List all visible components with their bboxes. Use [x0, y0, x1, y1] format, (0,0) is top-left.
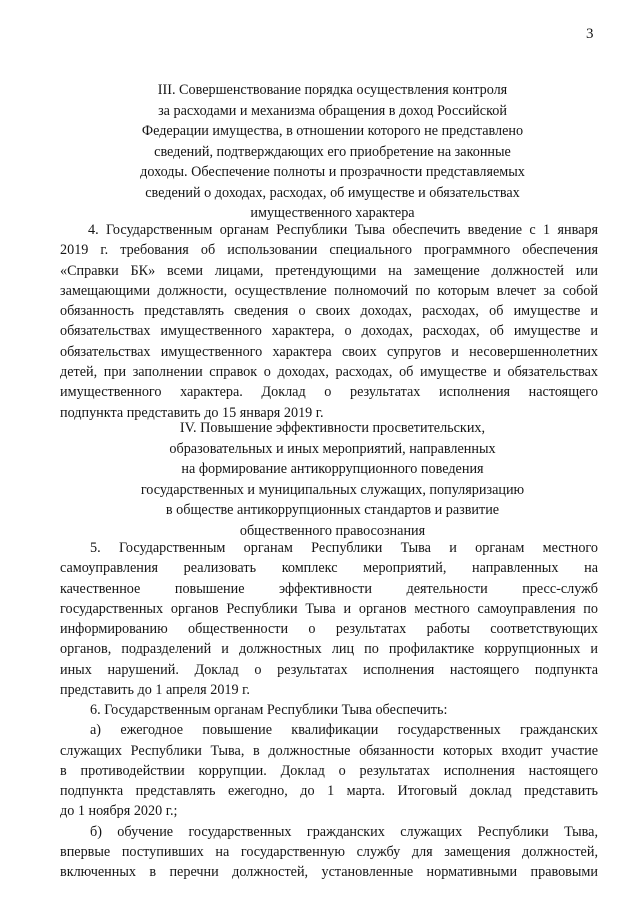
- text-line: до 1 ноября 2020 г.;: [60, 803, 178, 820]
- text-line: самоуправления реализовать комплекс мероприятий, направленных на: [60, 560, 598, 577]
- heading-line: сведений, подтверждающих его приобретение на законные: [154, 143, 511, 160]
- text-line: обязательствах имущественного характера, о доходах, расходах, об имуществе и: [60, 323, 598, 340]
- text-line: б) обучение государственных гражданских служащих Республики Тыва,: [90, 823, 598, 840]
- heading-line: в обществе антикоррупционных стандартов и развитие: [165, 502, 500, 518]
- heading-line: Федерации имущества, в отношении которого не представлено: [141, 123, 524, 139]
- text-line: государственных органов Республики Тыва и органов местного самоуправления по: [60, 600, 598, 617]
- text-line: служащих Республики Тыва, в должностные обязанности которых входит участие: [60, 742, 598, 759]
- text-line: «Справки БК» всеми лицами, претендующими на замещение должностей или: [60, 262, 598, 279]
- text-line: информированию общественности о результатах работы соответствующих: [60, 621, 598, 638]
- text-line: 4. Государственным органам Республики Тыва обеспечить введение с 1 января: [88, 222, 598, 238]
- text-line: в противодействии коррупции. Доклад о результатах исполнения настоящего: [60, 762, 598, 779]
- heading-line: за расходами и механизма обращения в доход Российской: [158, 102, 507, 119]
- item-5-paragraph: [60, 538, 598, 700]
- text-line: подпункта представлять ежегодно, до 1 марта. Итоговый доклад представить: [60, 783, 598, 800]
- text-line: органов, подразделений и должностных лиц по профилактике коррупционных и: [60, 641, 598, 658]
- text-line: подпункта представить до 15 января 2019 г.: [60, 404, 324, 421]
- page-number: 3: [586, 26, 594, 42]
- heading-line: IV. Повышение эффективности просветительских,: [179, 420, 486, 436]
- text-line: 5. Государственным органам Республики Тыва и органам местного: [90, 540, 598, 556]
- text-line: детей, при заполнении справок о доходах, расходах, об имуществе и обязательствах: [60, 364, 598, 381]
- text-line: имущественного характера. Доклад о результатах исполнения настоящего: [60, 384, 598, 401]
- text-line: обязанность представлять сведения о своих доходах, расходах, об имуществе и: [60, 303, 598, 320]
- text-line: включенных в перечни должностей, установленные нормативными правовыми: [60, 864, 598, 881]
- heading-line: образовательных и иных мероприятий, направленных: [169, 440, 496, 457]
- heading-line: имущественного характера: [250, 205, 415, 221]
- text-line: обязательствах имущественного характера своих супругов и несовершеннолетних: [60, 343, 598, 360]
- heading-line: доходы. Обеспечение полноты и прозрачности представляемых: [140, 164, 525, 180]
- text-line: качественное повышение эффективности деятельности пресс-служб: [60, 580, 598, 597]
- text-line: 6. Государственным органам Республики Тыва обеспечить:: [90, 702, 448, 718]
- section-3-heading: [70, 80, 595, 224]
- heading-line: III. Совершенствование порядка осуществления контроля: [157, 82, 508, 98]
- heading-line: сведений о доходах, расходах, об имуществе и обязательствах: [145, 184, 520, 201]
- heading-line: общественного правосознания: [239, 522, 426, 539]
- item-6-paragraph: [60, 700, 598, 883]
- item-4-paragraph: [60, 220, 598, 423]
- text-line: а) ежегодное повышение квалификации государственных гражданских: [90, 722, 598, 739]
- text-line: замещающими должности, осуществление полномочий по которым влечет за собой: [60, 282, 598, 299]
- section-4-heading: [70, 418, 595, 541]
- text-line: 2019 г. требования об использовании специального программного обеспечения: [60, 242, 598, 259]
- heading-line: государственных и муниципальных служащих, популяризацию: [140, 481, 525, 498]
- text-line: впервые поступивших на государственную службу для замещения должностей,: [60, 844, 598, 861]
- text-line: иных нарушений. Доклад о результатах исполнения настоящего подпункта: [60, 661, 598, 678]
- heading-line: на формирование антикоррупционного поведения: [181, 461, 484, 477]
- text-line: представить до 1 апреля 2019 г.: [60, 682, 250, 699]
